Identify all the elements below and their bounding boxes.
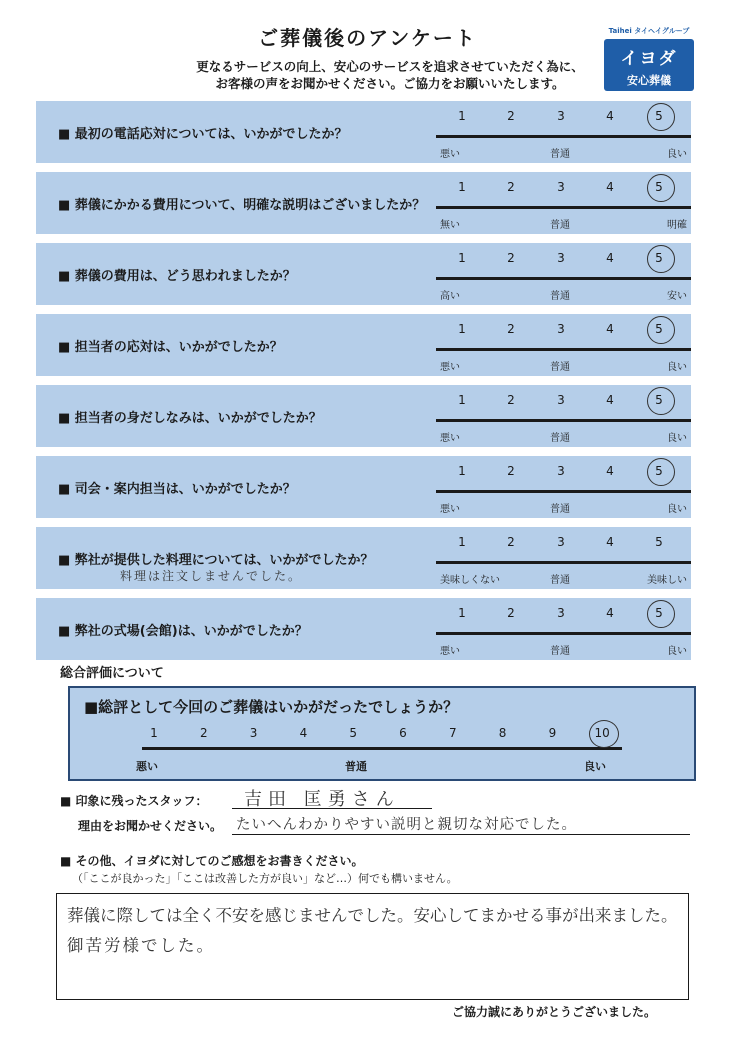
scale-high-label: 安い xyxy=(667,291,687,302)
intro-line-1: 更なるサービスの向上、安心のサービスを追求させていただく為に、 xyxy=(196,59,584,74)
rating-scale-bar xyxy=(436,348,691,351)
rating-option-3[interactable]: 3 xyxy=(557,180,565,194)
scale-high-label: 良い xyxy=(667,149,687,160)
reason-line xyxy=(232,834,690,835)
question-text: ■ 葬儀の費用は、どう思われましたか？ xyxy=(58,269,296,284)
reason-label: 理由をお聞かせください。 xyxy=(78,819,223,833)
rating-scale-bar xyxy=(436,490,691,493)
overall-option-9[interactable]: 9 xyxy=(548,726,557,740)
rating-scale xyxy=(436,598,691,660)
logo-box xyxy=(604,39,694,91)
question-panel xyxy=(36,385,691,447)
question-text: ■ 担当者の身だしなみは、いかがでしたか？ xyxy=(58,411,322,426)
overall-scale xyxy=(136,688,622,783)
rating-scale xyxy=(436,172,691,234)
selected-rating-circle xyxy=(647,245,675,273)
rating-option-5[interactable]: 5 xyxy=(655,606,663,620)
selected-rating-circle xyxy=(647,174,675,202)
rating-option-5[interactable]: 5 xyxy=(655,251,663,265)
scale-mid-label: 普通 xyxy=(550,220,570,231)
scale-mid-label: 普通 xyxy=(550,646,570,657)
overall-option-2[interactable]: 2 xyxy=(199,726,208,740)
rating-scale-bar xyxy=(436,277,691,280)
scale-high-label: 良い xyxy=(667,646,687,657)
rating-option-5[interactable]: 5 xyxy=(655,393,663,407)
scale-mid-label: 普通 xyxy=(550,575,570,586)
rating-option-4[interactable]: 4 xyxy=(606,393,614,407)
rating-option-1[interactable]: 1 xyxy=(458,322,466,336)
rating-option-5[interactable]: 5 xyxy=(655,535,663,549)
rating-option-5[interactable]: 5 xyxy=(655,180,663,194)
rating-option-1[interactable]: 1 xyxy=(458,109,466,123)
rating-option-2[interactable]: 2 xyxy=(507,251,515,265)
logo-name: イヨダ xyxy=(620,49,678,69)
scale-high-label: 良い xyxy=(667,504,687,515)
intro-text xyxy=(170,58,610,92)
rating-option-5[interactable]: 5 xyxy=(655,464,663,478)
scale-low-label: 悪い xyxy=(440,149,460,160)
scale-mid-label: 普通 xyxy=(550,362,570,373)
rating-option-3[interactable]: 3 xyxy=(557,251,565,265)
scale-mid-label: 普通 xyxy=(550,433,570,444)
question-panel xyxy=(36,172,691,234)
rating-option-1[interactable]: 1 xyxy=(458,606,466,620)
overall-option-8[interactable]: 8 xyxy=(498,726,507,740)
overall-low-label: 悪い xyxy=(136,760,158,773)
rating-scale-bar xyxy=(436,206,691,209)
rating-option-4[interactable]: 4 xyxy=(606,251,614,265)
staff-label: ■ 印象に残ったスタッフ： xyxy=(60,794,208,808)
rating-option-3[interactable]: 3 xyxy=(557,464,565,478)
selected-rating-circle xyxy=(647,103,675,131)
scale-high-label: 美味しい xyxy=(647,575,687,586)
rating-scale xyxy=(436,243,691,305)
rating-scale xyxy=(436,456,691,518)
rating-scale xyxy=(436,527,691,589)
question-text: ■ 最初の電話応対については、いかがでしたか？ xyxy=(58,127,348,142)
overall-mid-label: 普通 xyxy=(345,760,367,773)
rating-option-1[interactable]: 1 xyxy=(458,180,466,194)
staff-name[interactable]: 吉田 匡勇さん xyxy=(244,789,400,810)
scale-low-label: 美味しくない xyxy=(440,575,500,586)
staff-reason[interactable]: たいへんわかりやすい説明と親切な対応でした。 xyxy=(236,817,577,833)
selected-rating-circle xyxy=(647,387,675,415)
question-panel xyxy=(36,527,691,589)
rating-scale xyxy=(436,101,691,163)
selected-rating-circle xyxy=(647,600,675,628)
logo-group-text: Taihei タイヘイグループ xyxy=(608,27,690,35)
rating-option-2[interactable]: 2 xyxy=(507,464,515,478)
rating-option-3[interactable]: 3 xyxy=(557,393,565,407)
overall-selected-circle xyxy=(589,720,619,748)
rating-option-3[interactable]: 3 xyxy=(557,109,565,123)
scale-mid-label: 普通 xyxy=(550,149,570,160)
scale-mid-label: 普通 xyxy=(550,291,570,302)
rating-scale-bar xyxy=(436,419,691,422)
question-panel xyxy=(36,314,691,376)
question-panel xyxy=(36,243,691,305)
rating-option-3[interactable]: 3 xyxy=(557,322,565,336)
rating-option-2[interactable]: 2 xyxy=(507,109,515,123)
scale-low-label: 悪い xyxy=(440,362,460,373)
rating-option-4[interactable]: 4 xyxy=(606,322,614,336)
scale-mid-label: 普通 xyxy=(550,504,570,515)
rating-option-2[interactable]: 2 xyxy=(507,606,515,620)
rating-option-1[interactable]: 1 xyxy=(458,393,466,407)
rating-option-1[interactable]: 1 xyxy=(458,464,466,478)
overall-section-title: 総合評価について xyxy=(60,666,164,681)
rating-option-2[interactable]: 2 xyxy=(507,322,515,336)
overall-question: ■総評として今回のご葬儀はいかがだったでしょうか？ xyxy=(84,698,459,716)
rating-option-3[interactable]: 3 xyxy=(557,535,565,549)
scale-low-label: 無い xyxy=(440,220,460,231)
thanks-text: ご協力誠にありがとうございました。 xyxy=(452,1005,657,1019)
rating-option-5[interactable]: 5 xyxy=(655,322,663,336)
overall-option-3[interactable]: 3 xyxy=(249,726,258,740)
rating-option-4[interactable]: 4 xyxy=(606,535,614,549)
overall-option-7[interactable]: 7 xyxy=(448,726,457,740)
rating-option-3[interactable]: 3 xyxy=(557,606,565,620)
question-text: ■ 弊社が提供した料理については、いかがでしたか？ xyxy=(58,553,374,568)
rating-option-4[interactable]: 4 xyxy=(606,464,614,478)
scale-low-label: 悪い xyxy=(440,504,460,515)
question-panel xyxy=(36,101,691,163)
question-panel xyxy=(36,456,691,518)
handwritten-note: 料理は注文しませんでした。 xyxy=(120,569,303,583)
rating-scale-bar xyxy=(436,632,691,635)
scale-low-label: 高い xyxy=(440,291,460,302)
rating-scale-bar xyxy=(436,135,691,138)
overall-option-5[interactable]: 5 xyxy=(349,726,357,740)
overall-scale-bar xyxy=(142,747,622,750)
scale-low-label: 悪い xyxy=(440,433,460,444)
scale-low-label: 悪い xyxy=(440,646,460,657)
rating-option-4[interactable]: 4 xyxy=(606,606,614,620)
logo-subtitle: 安心葬儀 xyxy=(627,74,671,87)
scale-high-label: 良い xyxy=(667,362,687,373)
comments-label: ■ その他、イヨダに対してのご感想をお書きください。 xyxy=(60,854,364,868)
question-text: ■ 担当者の応対は、いかがでしたか？ xyxy=(58,340,283,355)
overall-high-label: 良い xyxy=(584,760,606,773)
intro-line-2: お客様の声をお聞かせください。ご協力をお願いいたします。 xyxy=(215,76,565,91)
scale-high-label: 明確 xyxy=(667,220,687,231)
overall-panel xyxy=(68,686,696,781)
overall-option-4[interactable]: 4 xyxy=(299,726,308,740)
rating-option-2[interactable]: 2 xyxy=(507,180,515,194)
comments-hint: （「ここが良かった」「ここは改善した方が良い」など…）何でも構いません。 xyxy=(72,872,458,885)
question-text: ■ 司会・案内担当は、いかがでしたか？ xyxy=(58,482,296,497)
rating-scale xyxy=(436,314,691,376)
rating-option-1[interactable]: 1 xyxy=(458,251,466,265)
company-logo xyxy=(604,26,694,91)
page-title: ご葬儀後のアンケート xyxy=(258,26,477,50)
rating-option-4[interactable]: 4 xyxy=(606,109,614,123)
comment-line-2: 御苦労様でした。 xyxy=(67,936,215,955)
comment-line-1: 葬儀に際しては全く不安を感じませんでした。安心してまかせる事が出来ました。 xyxy=(67,906,678,925)
question-panel xyxy=(36,598,691,660)
scale-high-label: 良い xyxy=(667,433,687,444)
question-text: ■ 弊社の式場(会館)は、いかがでしたか？ xyxy=(58,624,308,639)
comments-box[interactable] xyxy=(56,893,689,1000)
rating-option-2[interactable]: 2 xyxy=(507,393,515,407)
rating-option-4[interactable]: 4 xyxy=(606,180,614,194)
overall-option-10[interactable]: 10 xyxy=(594,726,610,740)
overall-option-1[interactable]: 1 xyxy=(150,726,158,740)
question-text: ■ 葬儀にかかる費用について、明確な説明はございましたか？ xyxy=(58,198,426,213)
selected-rating-circle xyxy=(647,458,675,486)
selected-rating-circle xyxy=(647,316,675,344)
rating-scale-bar xyxy=(436,561,691,564)
rating-option-2[interactable]: 2 xyxy=(507,535,515,549)
rating-scale xyxy=(436,385,691,447)
rating-option-1[interactable]: 1 xyxy=(458,535,466,549)
rating-option-5[interactable]: 5 xyxy=(655,109,663,123)
overall-option-6[interactable]: 6 xyxy=(399,726,407,740)
